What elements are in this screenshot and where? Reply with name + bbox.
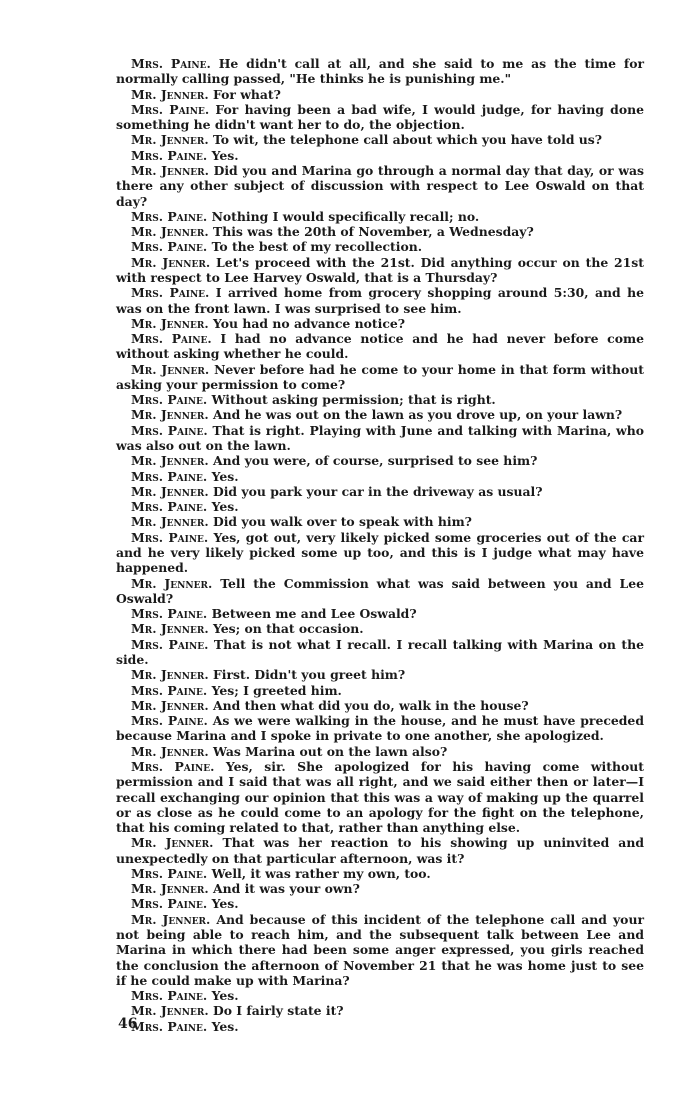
speaker-name: Mrs. Paine. (131, 988, 208, 1004)
line-text: And then what did you do, walk in the house? (212, 697, 529, 713)
transcript-line (116, 530, 644, 576)
line-text: For having been a bad wife, I would judge, for having done something he didn't want her to do, the objection. (116, 101, 644, 133)
transcript-line (116, 896, 644, 911)
speaker-name: Mrs. Paine. (131, 392, 208, 408)
transcript-line (116, 667, 644, 682)
speaker-name: Mrs. Paine. (131, 239, 208, 255)
line-text: That is not what I recall. I recall talking with Marina on the side. (116, 636, 644, 667)
speaker-name: Mr. Jenner. (131, 911, 211, 927)
transcript-line (116, 881, 644, 896)
transcript-line (116, 744, 644, 759)
line-text: Yes. (211, 1018, 239, 1034)
line-text: Was Marina out on the lawn also? (212, 743, 448, 759)
transcript-line (116, 224, 644, 239)
line-text: Do I fairly state it? (212, 1003, 344, 1019)
speaker-name: Mrs. Paine. (131, 713, 208, 729)
line-text: Yes; on that occasion. (212, 621, 364, 637)
speaker-name: Mr. Jenner. (131, 697, 209, 713)
transcript-line (116, 698, 644, 713)
line-text: That is right. Playing with June and talking with Marina, who was also out on the lawn. (116, 422, 644, 454)
line-text: Yes; I greeted him. (211, 682, 342, 698)
line-text: Without asking permission; that is right. (211, 392, 496, 408)
speaker-name: Mr. Jenner. (131, 835, 214, 851)
line-text: Did you and Marina go through a normal day that day, or was there any other subject of discussion with respect to Lee Oswald on that day? (116, 162, 644, 209)
transcript-line (116, 362, 644, 393)
transcript-line (116, 102, 644, 133)
line-text: Yes, sir. She apologized for his having come without permission and I said that was all right, and we said either then or later—I recall exchanging our opinion that this was a way of making up the quarrel or as close as he could come to an apology for the fight on the telephone, that his coming related to that, rather than anything else. (116, 758, 644, 836)
speaker-name: Mrs. Paine. (131, 208, 208, 224)
transcript-line (116, 316, 644, 331)
line-text: Yes. (211, 468, 239, 484)
transcript-line (116, 163, 644, 209)
speaker-name: Mr. Jenner. (131, 162, 209, 178)
transcript-line (116, 835, 644, 866)
transcript-line (116, 56, 644, 87)
transcript-line (116, 132, 644, 147)
speaker-name: Mr. Jenner. (131, 514, 209, 530)
line-text: Between me and Lee Oswald? (211, 606, 417, 622)
speaker-name: Mrs. Paine. (131, 865, 208, 881)
line-text: To the best of my recollection. (211, 239, 423, 255)
line-text: To wit, the telephone call about which you have told us? (212, 132, 603, 148)
speaker-name: Mr. Jenner. (131, 453, 209, 469)
transcript-line (116, 423, 644, 454)
transcript-line (116, 484, 644, 499)
speaker-name: Mrs. Paine. (131, 422, 208, 438)
transcript-line (116, 759, 644, 835)
transcript-line (116, 285, 644, 316)
transcript-body (116, 56, 644, 1034)
speaker-name: Mr. Jenner. (131, 621, 209, 637)
speaker-name: Mrs. Paine. (131, 147, 208, 163)
line-text: Well, it was rather my own, too. (211, 865, 431, 881)
transcript-line (116, 407, 644, 422)
speaker-name: Mr. Jenner. (131, 254, 211, 270)
transcript-line (116, 148, 644, 163)
line-text: Nothing I would specifically recall; no. (211, 208, 480, 224)
speaker-name: Mr. Jenner. (131, 315, 209, 331)
line-text: I arrived home from grocery shopping around 5:30, and he was on the front lawn. I was surprised to see him. (116, 285, 644, 316)
speaker-name: Mr. Jenner. (131, 881, 209, 897)
line-text: Tell the Commission what was said between you and Lee Oswald? (116, 575, 644, 606)
transcript-line (116, 713, 644, 744)
line-text: Yes. (211, 896, 239, 912)
line-text: And you were, of course, surprised to see him? (212, 453, 538, 469)
transcript-line (116, 988, 644, 1003)
speaker-name: Mrs. Paine. (131, 1018, 208, 1034)
line-text: Did you walk over to speak with him? (212, 514, 472, 530)
transcript-line (116, 912, 644, 988)
transcript-line (116, 239, 644, 254)
speaker-name: Mrs. Paine. (131, 896, 208, 912)
line-text: Did you park your car in the driveway as usual? (212, 483, 543, 499)
transcript-line (116, 606, 644, 621)
speaker-name: Mr. Jenner. (131, 407, 209, 423)
line-text: That was her reaction to his showing up uninvited and unexpectedly on that particular afternoon, was it? (116, 835, 644, 866)
line-text: Let's proceed with the 21st. Did anything occur on the 21st with respect to Lee Harvey Oswald, that is a Thursday? (116, 254, 644, 285)
speaker-name: Mrs. Paine. (131, 285, 210, 301)
speaker-name: Mrs. Paine. (131, 682, 208, 698)
speaker-name: Mrs. Paine. (131, 636, 209, 652)
line-text: As we were walking in the house, and he must have preceded because Marina and I spoke in private to one another, she apologized. (116, 713, 644, 744)
speaker-name: Mrs. Paine. (131, 331, 212, 347)
speaker-name: Mr. Jenner. (131, 1003, 209, 1019)
line-text: He didn't call at all, and she said to me as the time for normally calling passed, "He thinks he is punishing me." (116, 56, 644, 87)
transcript-line (116, 637, 644, 668)
line-text: Yes. (211, 499, 239, 515)
transcript-line (116, 469, 644, 484)
speaker-name: Mrs. Paine. (131, 101, 210, 117)
speaker-name: Mr. Jenner. (131, 483, 209, 499)
speaker-name: Mr. Jenner. (131, 132, 209, 148)
transcript-line (116, 87, 644, 102)
transcript-line (116, 514, 644, 529)
line-text: Yes. (211, 988, 239, 1004)
speaker-name: Mrs. Paine. (131, 499, 208, 515)
speaker-name: Mrs. Paine. (131, 758, 215, 774)
speaker-name: Mr. Jenner. (131, 667, 209, 683)
transcript-line (116, 576, 644, 607)
speaker-name: Mrs. Paine. (131, 468, 208, 484)
speaker-name: Mr. Jenner. (131, 224, 209, 240)
transcript-line (116, 621, 644, 636)
transcript-line (116, 499, 644, 514)
speaker-name: Mr. Jenner. (131, 361, 210, 377)
transcript-line (116, 1003, 644, 1018)
transcript-line (116, 255, 644, 286)
line-text: And he was out on the lawn as you drove up, on your lawn? (212, 407, 623, 423)
speaker-name: Mr. Jenner. (131, 743, 209, 759)
line-text: This was the 20th of November, a Wednesday? (212, 224, 534, 240)
transcript-line (116, 866, 644, 881)
speaker-name: Mrs. Paine. (131, 606, 208, 622)
speaker-name: Mr. Jenner. (131, 86, 209, 102)
speaker-name: Mrs. Paine. (131, 529, 209, 545)
transcript-line (116, 209, 644, 224)
line-text: I had no advance notice and he had never before come without asking whether he could. (116, 331, 644, 362)
transcript-line (116, 392, 644, 407)
speaker-name: Mr. Jenner. (131, 575, 213, 591)
line-text: And because of this incident of the telephone call and your not being able to reach him, and the subsequent talk between Lee and Marina in which there had been some anger expressed, you girls reached the conclusion the afternoon of November 21 that he was home just to see if he could make up with Marina? (116, 911, 644, 988)
line-text: Yes. (211, 147, 239, 163)
line-text: And it was your own? (212, 881, 360, 897)
page-number: 46 (118, 1016, 138, 1032)
line-text: For what? (212, 86, 281, 102)
line-text: Never before had he come to your home in that form without asking your permission to come? (116, 361, 644, 392)
speaker-name: Mrs. Paine. (131, 56, 211, 71)
transcript-line (116, 683, 644, 698)
line-text: You had no advance notice? (212, 315, 406, 331)
transcript-line (116, 331, 644, 362)
transcript-line (116, 453, 644, 468)
line-text: Yes, got out, very likely picked some groceries out of the car and he very likely picked some up too, and this is I judge what may have happened. (116, 529, 644, 576)
transcript-line (116, 1019, 644, 1034)
line-text: First. Didn't you greet him? (212, 667, 406, 683)
